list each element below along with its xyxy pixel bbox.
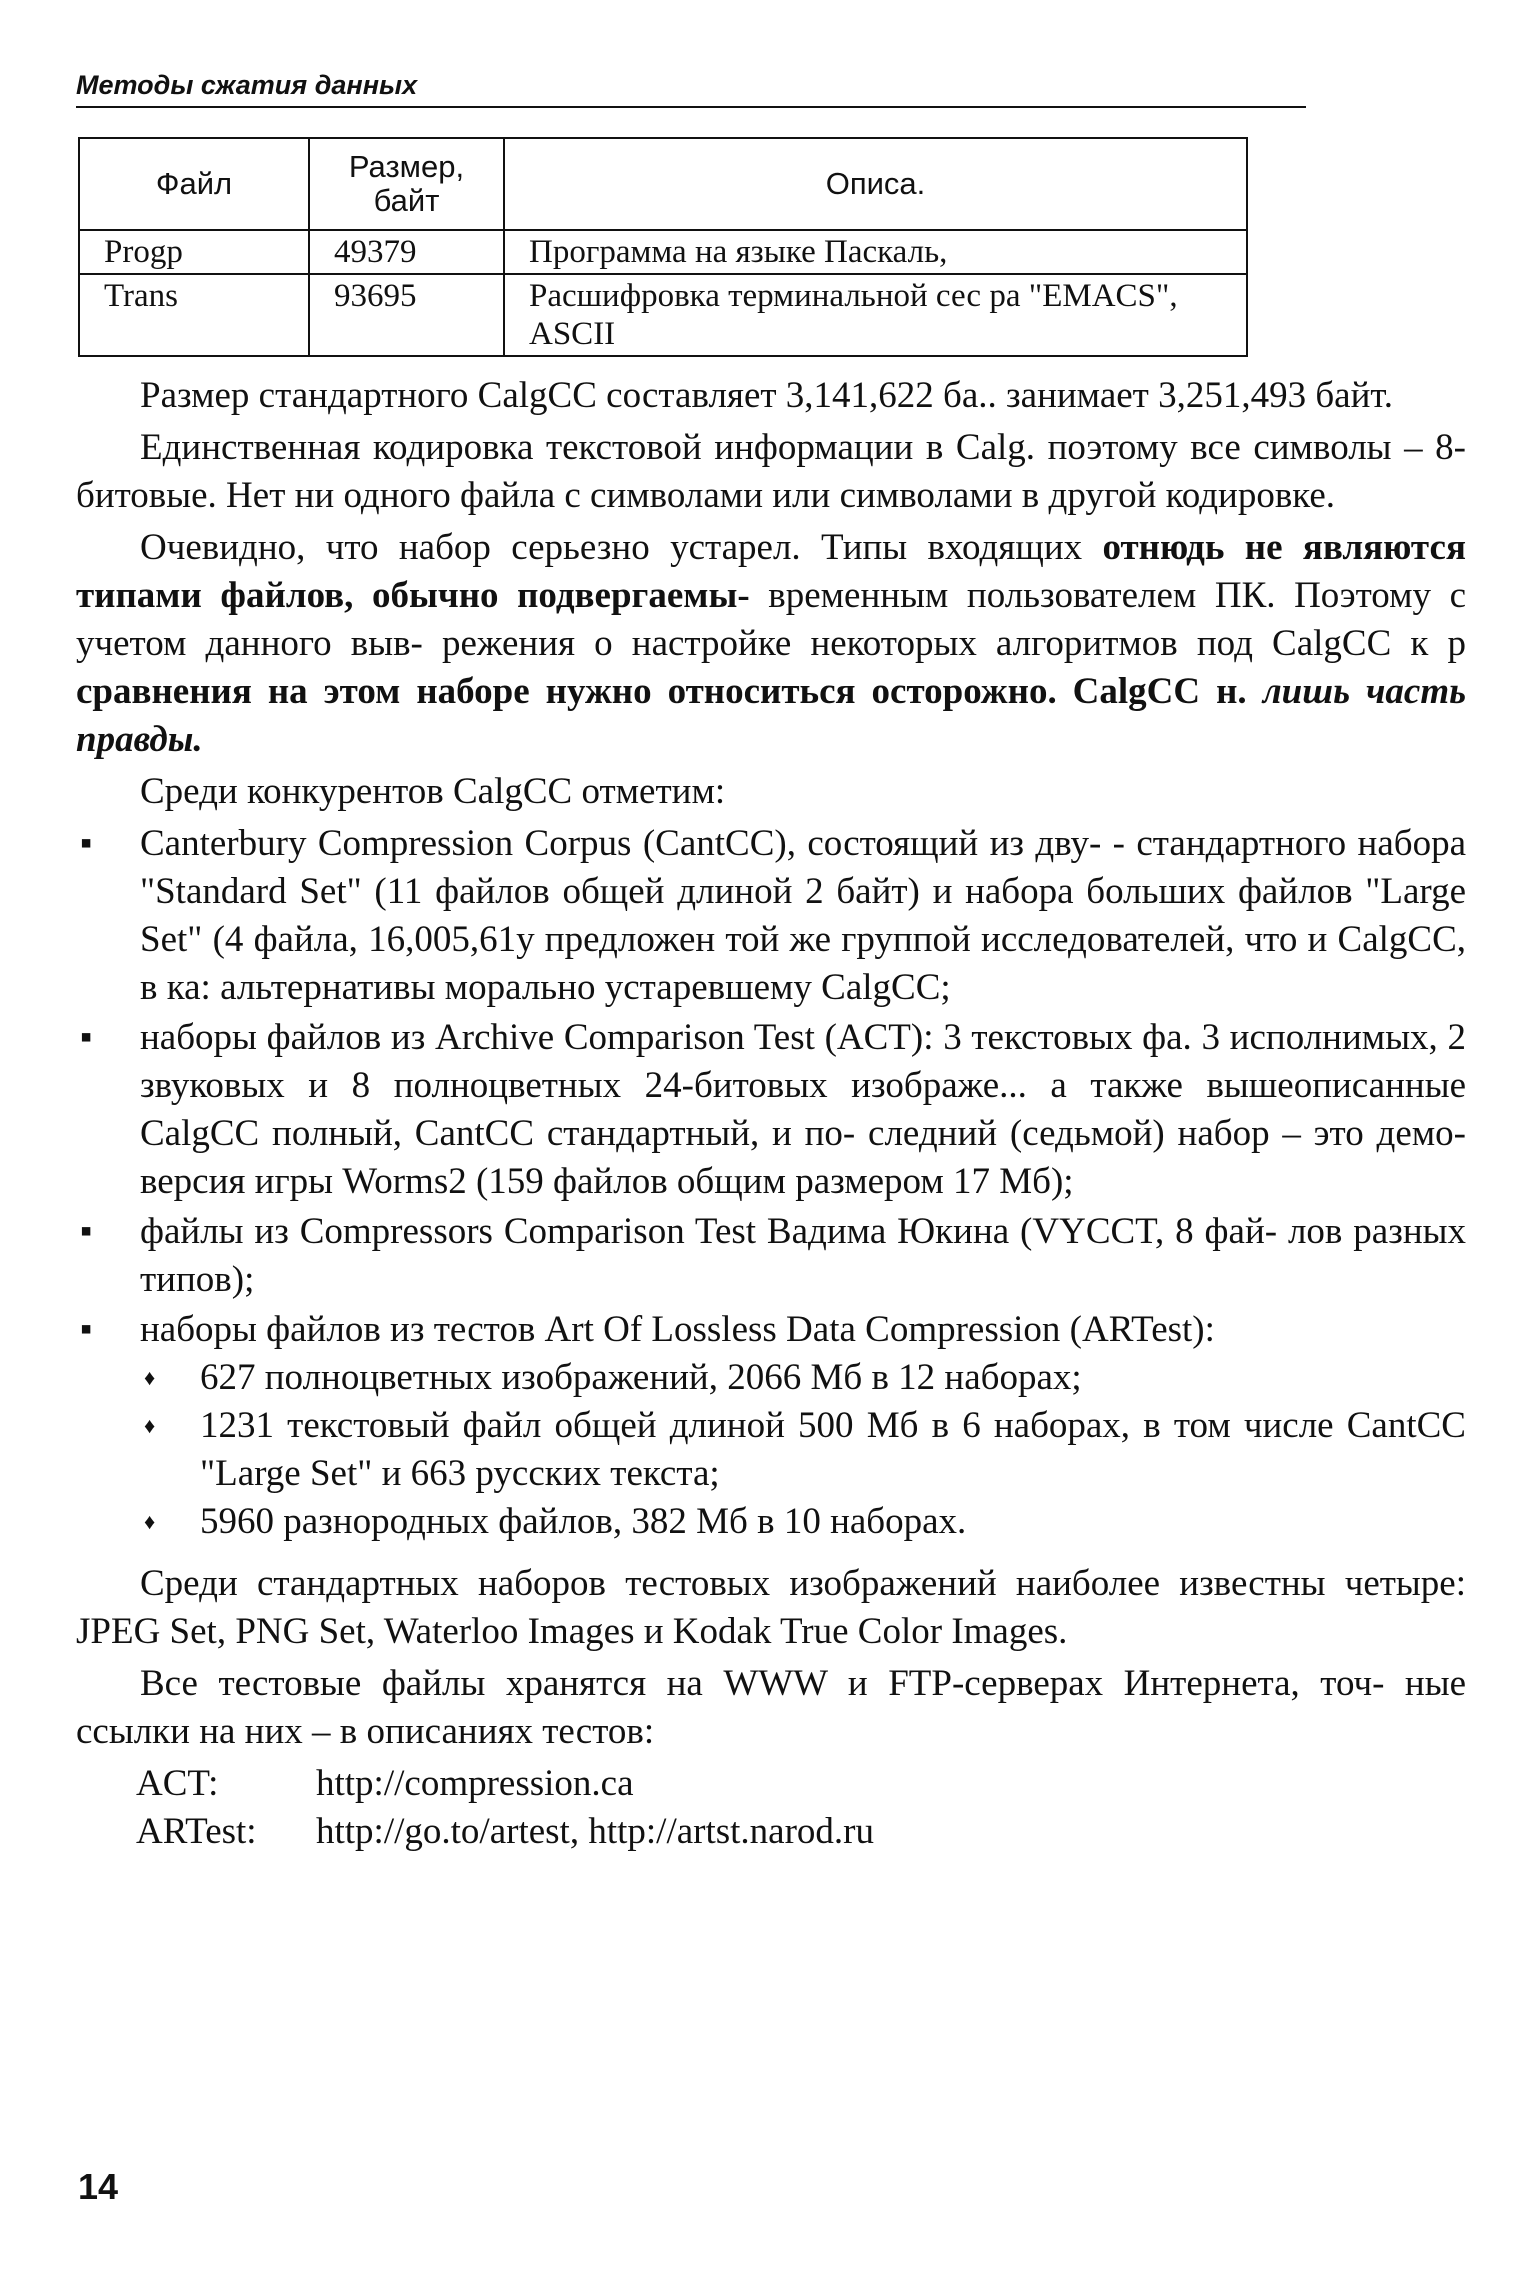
- table-row: [79, 230, 1247, 274]
- paragraph-encoding: Единственная кодировка текстовой информации в Calg. поэтому все символы – 8-битовые. Нет ни одного файла с символами или символами в другой кодировке.: [76, 427, 1466, 516]
- sub-list-item: ♦ 5960 разнородных файлов, 382 Мб в 10 наборах.: [140, 1498, 1466, 1546]
- column-header-size: Размер, байт: [309, 138, 504, 230]
- table-header-row: [79, 138, 1247, 230]
- paragraph-image-sets: Среди стандартных наборов тестовых изображений наиболее известны четыре: JPEG Set, PNG Set, Waterloo Images и Kodak True Color Images.: [76, 1563, 1466, 1652]
- cell-file: Trans: [79, 274, 309, 356]
- running-header: Методы сжатия данных: [76, 68, 1306, 108]
- artest-sublist: [140, 1354, 1466, 1546]
- test-files-table: [78, 137, 1248, 357]
- link-url: http://compression.ca: [316, 1763, 634, 1804]
- paragraph-outdated-bold2: сравнения на этом наборе нужно относиться осторожно. CalgCC н.: [76, 671, 1247, 712]
- paragraph-links-intro: Все тестовые файлы хранятся на WWW и FTP-серверах Интернета, точ- ные ссылки на них – в описаниях тестов:: [76, 1663, 1466, 1752]
- column-header-description: Описа.: [504, 138, 1247, 230]
- column-header-file: Файл: [79, 138, 309, 230]
- paragraph-outdated-italic: лишь часть правды.: [76, 671, 1467, 760]
- paragraph-competitors: Среди конкурентов CalgCC отметим:: [140, 771, 726, 812]
- cell-description: Программа на языке Паскаль,: [504, 230, 1247, 274]
- body-text: [76, 372, 1466, 1856]
- link-row-act: [76, 1760, 1466, 1808]
- link-label: ARTest:: [136, 1811, 257, 1852]
- paragraph-outdated-part1: Очевидно, что набор серьезно устарел. Типы входящих: [140, 527, 1083, 568]
- cell-size: 49379: [309, 230, 504, 274]
- paragraph-calgcc-size: Размер стандартного CalgCC составляет 3,141,622 ба.. занимает 3,251,493 байт.: [140, 375, 1394, 416]
- sub-list-item: ♦ 1231 текстовый файл общей длиной 500 Мб в 6 наборах, в том числе CantCC "Large Set" и 663 русских текста;: [140, 1402, 1466, 1498]
- link-label: ACT:: [136, 1763, 219, 1804]
- paragraph-outdated-part2: временным пользователем ПК. Поэтому с учетом данного выв- режения о настройке некоторых алгоритмов под CalgCC к р: [76, 575, 1466, 664]
- paragraph-outdated: [76, 524, 1466, 764]
- link-row-artest: [76, 1808, 1466, 1856]
- paragraph-outdated-bold: отнюдь не являются типами файлов, обычно подвергаемы-: [76, 527, 1466, 616]
- cell-description: Расшифровка терминальной сес ра "EMACS", ASCII: [504, 274, 1247, 356]
- list-item: ▪ наборы файлов из Archive Comparison Test (ACT): 3 текстовых фа. 3 исполнимых, 2 звуковых и 8 полноцветных 24-битовых изображе... а также вышеописанные CalgCC полный, CantCC стандартный, и по- следний (седьмой) набор – это демо-версия игры Worms2 (159 файлов общим размером 17 Мб);: [76, 1014, 1466, 1206]
- cell-file: Progp: [79, 230, 309, 274]
- list-item-artest-text: наборы файлов из тестов Art Of Lossless Data Compression (ARTest):: [140, 1309, 1215, 1350]
- page-number: 14: [78, 2166, 119, 2207]
- list-item: ▪ файлы из Compressors Comparison Test Вадима Юкина (VYCCT, 8 фай- лов разных типов);: [76, 1208, 1466, 1304]
- competitors-list: [76, 820, 1466, 1546]
- list-item: ▪ Canterbury Compression Corpus (CantCC), состоящий из дву- - стандартного набора "Standard Set" (11 файлов общей длиной 2 байт) и набора больших файлов "Large Set" (4 файла, 16,005,61у предложен той же группой исследователей, что и CalgCC, в ка: альтернативы морально устаревшему CalgCC;: [76, 820, 1466, 1012]
- cell-size: 93695: [309, 274, 504, 356]
- links-block: [76, 1760, 1466, 1856]
- sub-list-item: ♦ 627 полноцветных изображений, 2066 Мб в 12 наборах;: [140, 1354, 1466, 1402]
- list-item-artest: [76, 1306, 1466, 1546]
- link-url: http://go.to/artest, http://artst.narod.ru: [316, 1811, 874, 1852]
- table-row: [79, 274, 1247, 356]
